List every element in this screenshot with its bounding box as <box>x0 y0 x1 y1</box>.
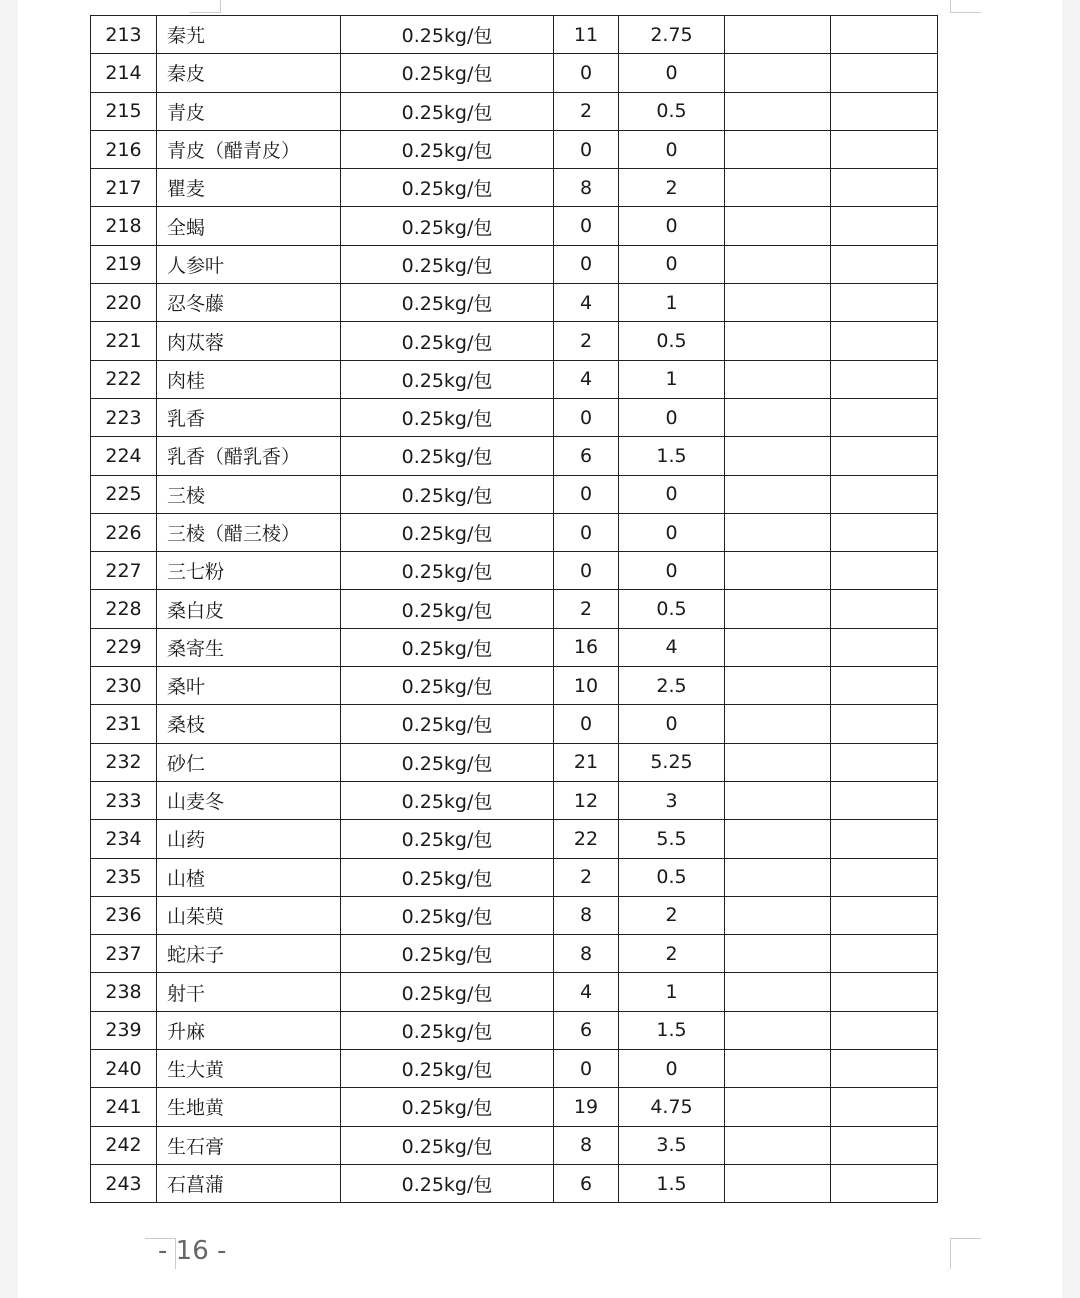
unit-spec: 0.25kg/包 <box>341 207 554 245</box>
quantity: 12 <box>554 781 619 819</box>
unit-spec: 0.25kg/包 <box>341 169 554 207</box>
weight: 1.5 <box>619 437 725 475</box>
quantity: 8 <box>554 935 619 973</box>
herb-name: 三七粉 <box>157 552 341 590</box>
unit-spec: 0.25kg/包 <box>341 1088 554 1126</box>
quantity: 2 <box>554 322 619 360</box>
herb-name: 生地黄 <box>157 1088 341 1126</box>
quantity: 21 <box>554 743 619 781</box>
blank-cell <box>725 973 831 1011</box>
weight: 1.5 <box>619 1164 725 1202</box>
herb-name: 青皮（醋青皮） <box>157 130 341 168</box>
table-row <box>91 705 938 743</box>
quantity: 6 <box>554 437 619 475</box>
table-row <box>91 1011 938 1049</box>
weight: 2 <box>619 935 725 973</box>
row-number: 224 <box>91 437 157 475</box>
blank-cell <box>725 628 831 666</box>
blank-cell <box>831 743 938 781</box>
blank-cell <box>725 284 831 322</box>
weight: 2.75 <box>619 16 725 54</box>
blank-cell <box>725 667 831 705</box>
blank-cell <box>831 705 938 743</box>
quantity: 11 <box>554 16 619 54</box>
quantity: 4 <box>554 360 619 398</box>
blank-cell <box>831 245 938 283</box>
table-row <box>91 437 938 475</box>
weight: 1 <box>619 360 725 398</box>
blank-cell <box>725 1126 831 1164</box>
blank-cell <box>725 360 831 398</box>
herb-name: 忍冬藤 <box>157 284 341 322</box>
herb-name: 瞿麦 <box>157 169 341 207</box>
blank-cell <box>831 398 938 436</box>
blank-cell <box>725 781 831 819</box>
table-row <box>91 513 938 551</box>
blank-cell <box>725 398 831 436</box>
blank-cell <box>831 552 938 590</box>
herb-name: 砂仁 <box>157 743 341 781</box>
row-number: 237 <box>91 935 157 973</box>
quantity: 0 <box>554 207 619 245</box>
row-number: 223 <box>91 398 157 436</box>
herb-name: 射干 <box>157 973 341 1011</box>
herb-name: 山药 <box>157 820 341 858</box>
blank-cell <box>831 896 938 934</box>
row-number: 241 <box>91 1088 157 1126</box>
herb-name: 桑叶 <box>157 667 341 705</box>
weight: 0 <box>619 705 725 743</box>
blank-cell <box>725 1164 831 1202</box>
blank-cell <box>831 1126 938 1164</box>
blank-cell <box>725 552 831 590</box>
herb-name: 山楂 <box>157 858 341 896</box>
row-number: 240 <box>91 1050 157 1088</box>
unit-spec: 0.25kg/包 <box>341 322 554 360</box>
quantity: 0 <box>554 705 619 743</box>
quantity: 4 <box>554 973 619 1011</box>
blank-cell <box>831 1011 938 1049</box>
row-number: 227 <box>91 552 157 590</box>
table-row <box>91 590 938 628</box>
unit-spec: 0.25kg/包 <box>341 437 554 475</box>
blank-cell <box>725 437 831 475</box>
herb-name: 桑白皮 <box>157 590 341 628</box>
herb-name: 肉桂 <box>157 360 341 398</box>
quantity: 22 <box>554 820 619 858</box>
quantity: 0 <box>554 130 619 168</box>
herb-name: 石菖蒲 <box>157 1164 341 1202</box>
blank-cell <box>725 935 831 973</box>
row-number: 234 <box>91 820 157 858</box>
table-row <box>91 130 938 168</box>
unit-spec: 0.25kg/包 <box>341 781 554 819</box>
unit-spec: 0.25kg/包 <box>341 1126 554 1164</box>
quantity: 2 <box>554 858 619 896</box>
blank-cell <box>831 1088 938 1126</box>
quantity: 19 <box>554 1088 619 1126</box>
unit-spec: 0.25kg/包 <box>341 284 554 322</box>
quantity: 8 <box>554 169 619 207</box>
row-number: 221 <box>91 322 157 360</box>
quantity: 6 <box>554 1011 619 1049</box>
weight: 0 <box>619 398 725 436</box>
quantity: 0 <box>554 398 619 436</box>
unit-spec: 0.25kg/包 <box>341 628 554 666</box>
herb-name: 人参叶 <box>157 245 341 283</box>
herb-name: 秦皮 <box>157 54 341 92</box>
weight: 5.25 <box>619 743 725 781</box>
quantity: 0 <box>554 54 619 92</box>
blank-cell <box>831 322 938 360</box>
weight: 3.5 <box>619 1126 725 1164</box>
table-row <box>91 743 938 781</box>
weight: 3 <box>619 781 725 819</box>
row-number: 228 <box>91 590 157 628</box>
row-number: 229 <box>91 628 157 666</box>
row-number: 238 <box>91 973 157 1011</box>
crop-mark <box>950 1238 981 1269</box>
herb-name: 乳香 <box>157 398 341 436</box>
herb-name: 山麦冬 <box>157 781 341 819</box>
row-number: 226 <box>91 513 157 551</box>
weight: 0 <box>619 552 725 590</box>
herb-name: 山茱萸 <box>157 896 341 934</box>
row-number: 231 <box>91 705 157 743</box>
blank-cell <box>725 16 831 54</box>
blank-cell <box>725 590 831 628</box>
blank-cell <box>725 1050 831 1088</box>
unit-spec: 0.25kg/包 <box>341 667 554 705</box>
weight: 0.5 <box>619 590 725 628</box>
unit-spec: 0.25kg/包 <box>341 935 554 973</box>
unit-spec: 0.25kg/包 <box>341 1011 554 1049</box>
weight: 0.5 <box>619 92 725 130</box>
blank-cell <box>831 16 938 54</box>
row-number: 215 <box>91 92 157 130</box>
blank-cell <box>725 858 831 896</box>
table-row <box>91 169 938 207</box>
crop-mark <box>950 0 981 13</box>
blank-cell <box>725 54 831 92</box>
row-number: 230 <box>91 667 157 705</box>
table-row <box>91 360 938 398</box>
unit-spec: 0.25kg/包 <box>341 513 554 551</box>
table-row <box>91 1126 938 1164</box>
weight: 1.5 <box>619 1011 725 1049</box>
blank-cell <box>725 207 831 245</box>
unit-spec: 0.25kg/包 <box>341 130 554 168</box>
herb-name: 乳香（醋乳香） <box>157 437 341 475</box>
blank-cell <box>831 667 938 705</box>
row-number: 233 <box>91 781 157 819</box>
unit-spec: 0.25kg/包 <box>341 858 554 896</box>
blank-cell <box>831 1164 938 1202</box>
table-row <box>91 1088 938 1126</box>
weight: 1 <box>619 973 725 1011</box>
table-row <box>91 896 938 934</box>
blank-cell <box>725 1088 831 1126</box>
weight: 0 <box>619 207 725 245</box>
table-row <box>91 322 938 360</box>
unit-spec: 0.25kg/包 <box>341 360 554 398</box>
blank-cell <box>725 743 831 781</box>
table-row <box>91 1164 938 1202</box>
quantity: 8 <box>554 1126 619 1164</box>
blank-cell <box>831 628 938 666</box>
herb-name: 生石膏 <box>157 1126 341 1164</box>
quantity: 10 <box>554 667 619 705</box>
table-row <box>91 284 938 322</box>
table-row <box>91 667 938 705</box>
blank-cell <box>831 858 938 896</box>
blank-cell <box>725 1011 831 1049</box>
weight: 0.5 <box>619 858 725 896</box>
blank-cell <box>831 935 938 973</box>
table-row <box>91 16 938 54</box>
table-row <box>91 935 938 973</box>
weight: 1 <box>619 284 725 322</box>
table-row <box>91 858 938 896</box>
herb-name: 桑寄生 <box>157 628 341 666</box>
table-row <box>91 475 938 513</box>
row-number: 242 <box>91 1126 157 1164</box>
unit-spec: 0.25kg/包 <box>341 54 554 92</box>
table-row <box>91 245 938 283</box>
weight: 2.5 <box>619 667 725 705</box>
weight: 0 <box>619 513 725 551</box>
table-row <box>91 628 938 666</box>
blank-cell <box>725 322 831 360</box>
blank-cell <box>831 284 938 322</box>
quantity: 16 <box>554 628 619 666</box>
blank-cell <box>831 130 938 168</box>
table-row <box>91 820 938 858</box>
blank-cell <box>831 590 938 628</box>
blank-cell <box>831 360 938 398</box>
row-number: 218 <box>91 207 157 245</box>
blank-cell <box>831 475 938 513</box>
blank-cell <box>831 973 938 1011</box>
blank-cell <box>831 781 938 819</box>
blank-cell <box>725 513 831 551</box>
table-row <box>91 552 938 590</box>
table-row <box>91 54 938 92</box>
herb-inventory-table <box>90 15 938 1203</box>
unit-spec: 0.25kg/包 <box>341 590 554 628</box>
row-number: 243 <box>91 1164 157 1202</box>
row-number: 217 <box>91 169 157 207</box>
row-number: 232 <box>91 743 157 781</box>
row-number: 236 <box>91 896 157 934</box>
unit-spec: 0.25kg/包 <box>341 1050 554 1088</box>
quantity: 0 <box>554 245 619 283</box>
herb-name: 秦艽 <box>157 16 341 54</box>
weight: 0 <box>619 130 725 168</box>
row-number: 216 <box>91 130 157 168</box>
table-row <box>91 781 938 819</box>
blank-cell <box>831 437 938 475</box>
quantity: 4 <box>554 284 619 322</box>
unit-spec: 0.25kg/包 <box>341 973 554 1011</box>
table-row <box>91 207 938 245</box>
quantity: 2 <box>554 590 619 628</box>
weight: 0 <box>619 475 725 513</box>
unit-spec: 0.25kg/包 <box>341 705 554 743</box>
crop-mark <box>190 0 221 13</box>
weight: 0 <box>619 1050 725 1088</box>
unit-spec: 0.25kg/包 <box>341 896 554 934</box>
blank-cell <box>831 820 938 858</box>
herb-name: 蛇床子 <box>157 935 341 973</box>
blank-cell <box>725 130 831 168</box>
unit-spec: 0.25kg/包 <box>341 245 554 283</box>
unit-spec: 0.25kg/包 <box>341 16 554 54</box>
herb-name: 肉苁蓉 <box>157 322 341 360</box>
table-row <box>91 398 938 436</box>
herb-name: 青皮 <box>157 92 341 130</box>
blank-cell <box>831 169 938 207</box>
row-number: 213 <box>91 16 157 54</box>
blank-cell <box>725 705 831 743</box>
unit-spec: 0.25kg/包 <box>341 552 554 590</box>
row-number: 222 <box>91 360 157 398</box>
blank-cell <box>725 475 831 513</box>
quantity: 0 <box>554 475 619 513</box>
row-number: 225 <box>91 475 157 513</box>
table-row <box>91 92 938 130</box>
unit-spec: 0.25kg/包 <box>341 1164 554 1202</box>
weight: 0 <box>619 54 725 92</box>
unit-spec: 0.25kg/包 <box>341 743 554 781</box>
blank-cell <box>725 245 831 283</box>
blank-cell <box>725 896 831 934</box>
unit-spec: 0.25kg/包 <box>341 820 554 858</box>
blank-cell <box>831 92 938 130</box>
herb-name: 桑枝 <box>157 705 341 743</box>
weight: 2 <box>619 169 725 207</box>
unit-spec: 0.25kg/包 <box>341 398 554 436</box>
weight: 5.5 <box>619 820 725 858</box>
quantity: 6 <box>554 1164 619 1202</box>
weight: 4 <box>619 628 725 666</box>
blank-cell <box>831 513 938 551</box>
blank-cell <box>831 54 938 92</box>
unit-spec: 0.25kg/包 <box>341 475 554 513</box>
blank-cell <box>831 207 938 245</box>
page-number: - 16 - <box>158 1236 227 1266</box>
quantity: 0 <box>554 1050 619 1088</box>
herb-name: 三棱 <box>157 475 341 513</box>
row-number: 239 <box>91 1011 157 1049</box>
table-row <box>91 1050 938 1088</box>
quantity: 8 <box>554 896 619 934</box>
weight: 2 <box>619 896 725 934</box>
herb-name: 三棱（醋三棱） <box>157 513 341 551</box>
weight: 4.75 <box>619 1088 725 1126</box>
row-number: 214 <box>91 54 157 92</box>
unit-spec: 0.25kg/包 <box>341 92 554 130</box>
herb-name: 升麻 <box>157 1011 341 1049</box>
herb-name: 全蝎 <box>157 207 341 245</box>
quantity: 2 <box>554 92 619 130</box>
weight: 0 <box>619 245 725 283</box>
row-number: 220 <box>91 284 157 322</box>
table-row <box>91 973 938 1011</box>
quantity: 0 <box>554 552 619 590</box>
quantity: 0 <box>554 513 619 551</box>
blank-cell <box>725 820 831 858</box>
weight: 0.5 <box>619 322 725 360</box>
herb-name: 生大黄 <box>157 1050 341 1088</box>
blank-cell <box>725 92 831 130</box>
row-number: 235 <box>91 858 157 896</box>
blank-cell <box>831 1050 938 1088</box>
blank-cell <box>725 169 831 207</box>
row-number: 219 <box>91 245 157 283</box>
